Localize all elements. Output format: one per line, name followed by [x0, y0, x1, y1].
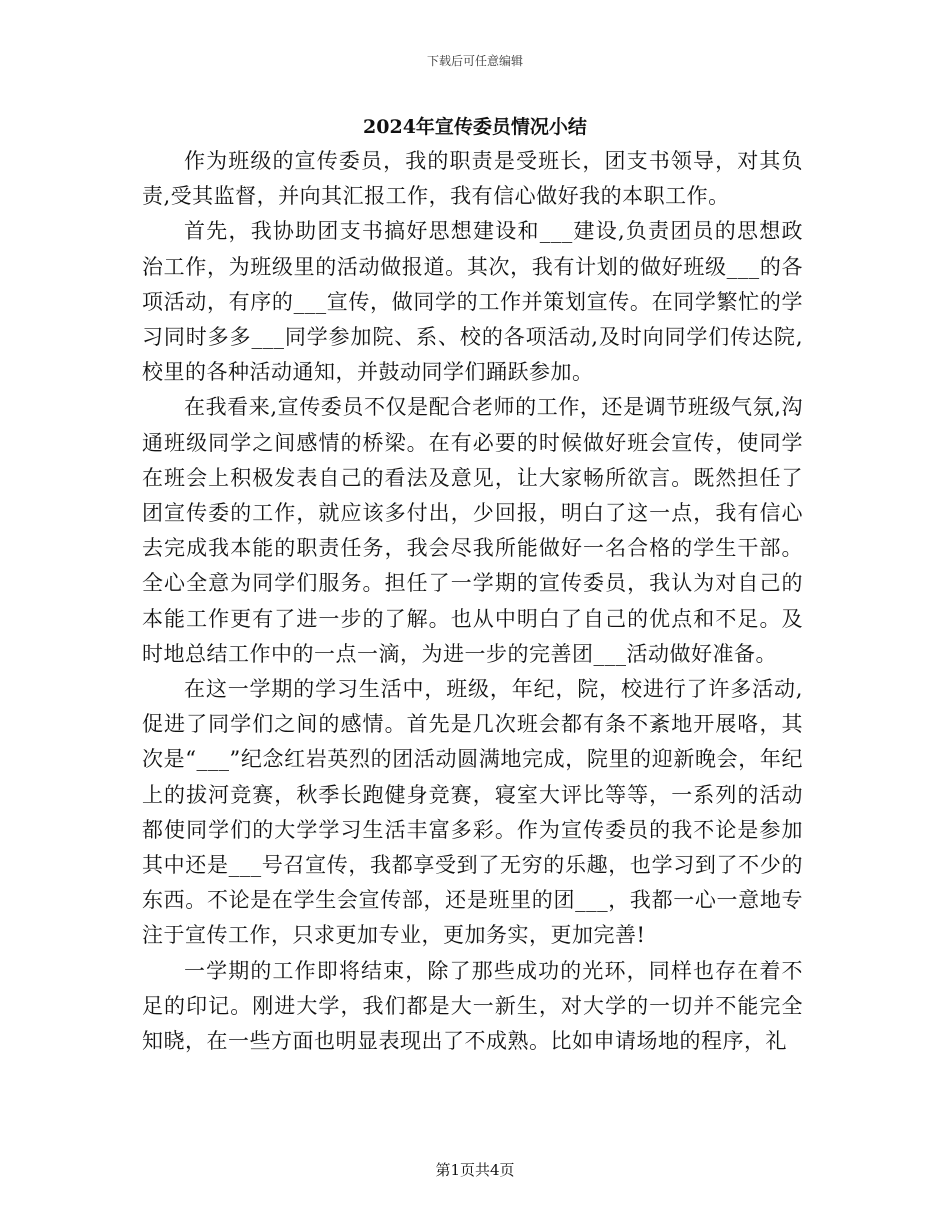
download-note: 下载后可任意编辑 [426, 54, 523, 68]
paragraph-1: 作为班级的宣传委员，我的职责是受班长，团支书领导，对其负责,受其监督，并向其汇报工作，我有信心做好我的本职工作。 [142, 149, 803, 209]
paragraph-2: 首先，我协助团支书搞好思想建设和___建设,负责团员的思想政治工作，为班级里的活动做报道。其次，我有计划的做好班级___的各项活动，有序的___宣传，做同学的工作并策划宣传。在同学繁忙的学习同时多多___同学参加院、系、校的各项活动,及时向同学们传达院,校里的各种活动通知，并鼓动同学们踊跃参加。 [142, 219, 803, 385]
document-title: 2024年宣传委员情况小结 [363, 116, 587, 138]
paragraph-5: 一学期的工作即将结束，除了那些成功的光环，同样也存在着不足的印记。刚进大学，我们都是大一新生，对大学的一切并不能完全知晓，在一些方面也明显表现出了不成熟。比如申请场地的程序，礼 [142, 958, 803, 1054]
paragraph-3: 在我看来,宣传委员不仅是配合老师的工作，还是调节班级气氛,沟通班级同学之间感情的桥梁。在有必要的时候做好班会宣传，使同学在班会上积极发表自己的看法及意见，让大家畅所欲言。既然担任了团宣传委的工作，就应该多付出，少回报，明白了这一点，我有信心去完成我本能的职责任务，我会尽我所能做好一名合格的学生干部。全心全意为同学们服务。担任了一学期的宣传委员，我认为对自己的本能工作更有了进一步的了解。也从中明白了自己的优点和不足。及时地总结工作中的一点一滴，为进一步的完善团___活动做好准备。 [142, 395, 803, 666]
page-number: 第1页共4页 [435, 1161, 515, 1179]
document-body [142, 144, 803, 1059]
paragraph-4: 在这一学期的学习生活中，班级，年纪，院，校进行了许多活动,促进了同学们之间的感情。首先是几次班会都有条不紊地开展咯，其次是“___”纪念红岩英烈的团活动圆满地完成，院里的迎新晚会，年纪上的拔河竞赛，秋季长跑健身竞赛，寝室大评比等等，一系列的活动都使同学们的大学学习生活丰富多彩。作为宣传委员的我不论是参加其中还是___号召宣传，我都享受到了无穷的乐趣，也学习到了不少的东西。不论是在学生会宣传部，还是班里的团___，我都一心一意地专注于宣传工作，只求更加专业，更加务实，更加完善! [142, 677, 803, 948]
